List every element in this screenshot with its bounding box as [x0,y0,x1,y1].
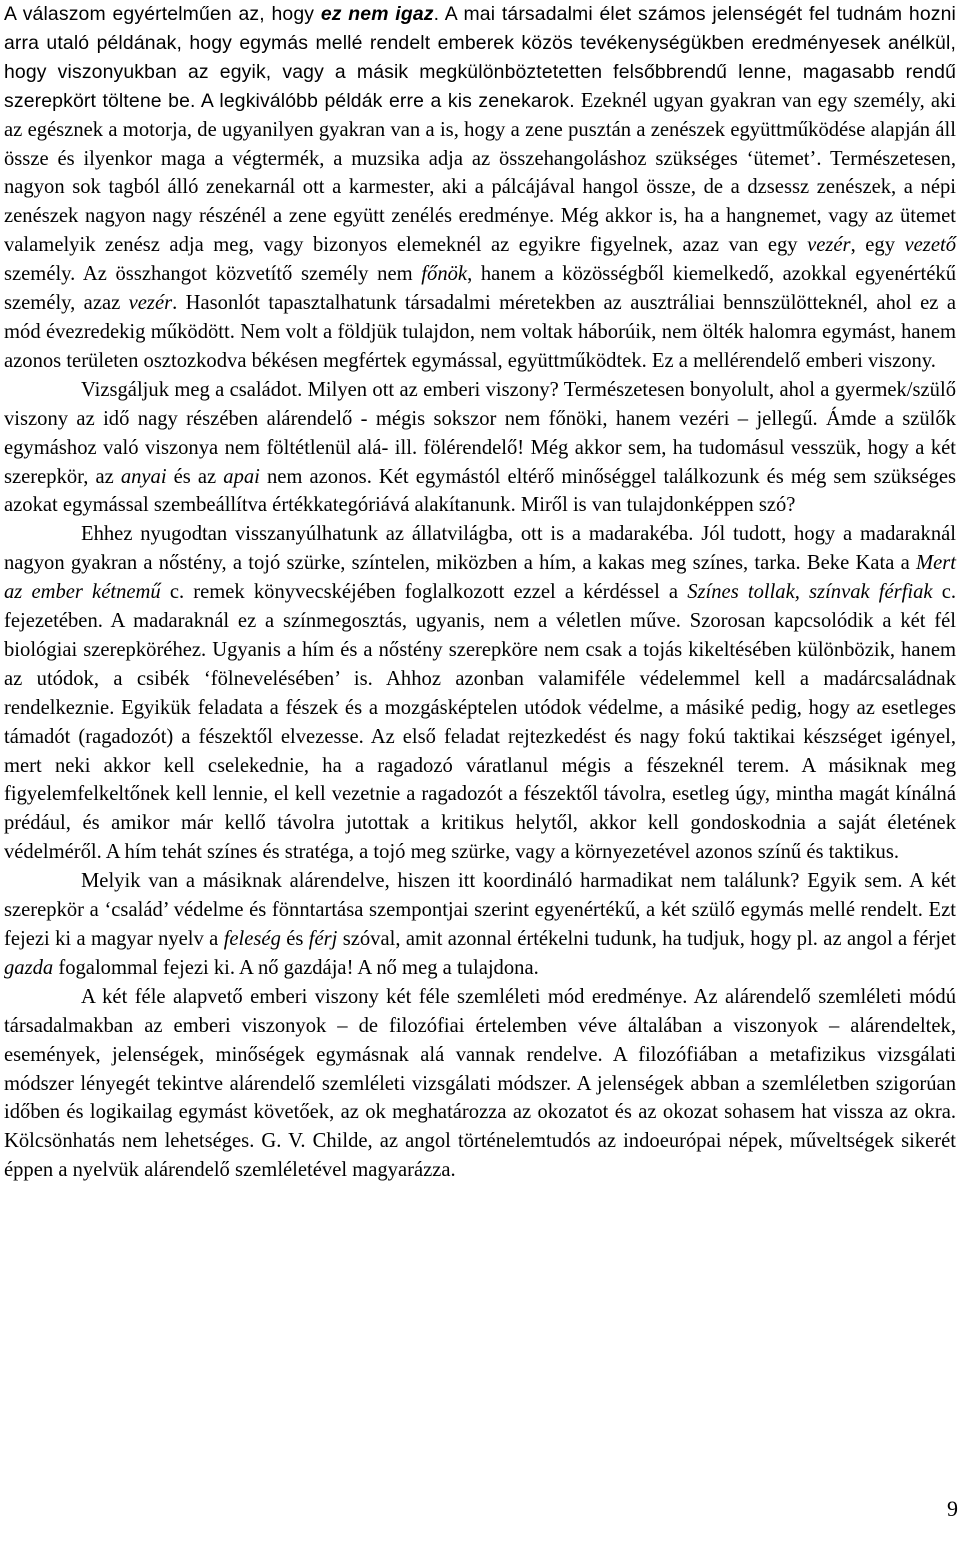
body-text: A válaszom egyértelműen az, hogy [4,3,321,25]
body-text: Ezeknél ugyan gyakran van egy személy, aki az egésznek a motorja, de ugyanilyen gyakran van a is, hogy a zene pusztán a zenészek együttműködése alapján áll össze és ilyenkor maga a végtermék, a muzsika adja az összehangoláshoz szükséges ‘ütemet’. Természetesen, nagyon sok tagból álló zenekarnál ott a karmester, aki a pálcájával hangol össze, de a dzsessz zenészek, a népi zenészek nagyon nagy részénél a zene együtt zenélés eredménye. Még akkor is, ha a hangnemet, vagy az ütemet valamelyik zenész adja meg, vagy bizonyos elemeknél az egyikre figyelnek, azaz van egy [4,89,956,257]
body-text: c. fejezetében. A madaraknál ez a színmegosztás, ugyanis, nem a véletlen műve. Szorosan kapcsolódik a két fél biológiai szerepköréhez. Ugyanis a hím és a nőstény szerepköre nem csak a tojás kikeltésében különbözik, hanem az utódok, a csibék ‘fölnevelésében’ is. Ahhoz azonban valamiféle védelemmel kell a madárcsaládnak rendelkeznie. Egyikük feladata a fészek és a mozgásképtelen utódok védelme, a másiké pedig, hogy az esetleges támadót (ragadozót) a fészektől elvezesse. Az első feladat rejtezkedést és nagy fokú taktikai készséget igényel, mert neki akkor kell cselekednie, ha a ragadozó váratlanul mégis a fészeknél terem. A másiknak meg figyelemfelkeltőnek kell lennie, el kell vezetnie a ragadozót a fészektől távolra, esetleg úgy, mintha magát kínálná prédául, és amikor már kellő távolra jutottak a kritikus helytől, akkor kell gondoskodnia a saját életének védelméről. A hím tehát színes és stratéga, a tojó meg szürke, vagy a környezetével azonos színű és taktikus. [4,581,956,864]
paragraph [4,520,956,867]
paragraph [4,867,956,983]
page-number: 9 [947,1496,958,1521]
italic-text: vezető [904,234,956,257]
body-text: nem azonos. Két egymástól eltérő minőséggel találkozunk és még sem szükséges azokat egymással szembeállítva értékkategóriává alakítanunk. Miről is van tulajdonképpen szó? [4,465,956,517]
body-text: . Hasonlót tapasztalhatunk társadalmi méretekben az ausztráliai bennszülötteknél, ahol ez a mód évezredekig működött. Nem volt a földjük tulajdon, nem voltak háborúik, nem ölték halomra egymást, hanem azonos területen osztozkodva békésen megfértek egymással, együttműködtek. Ez a mellérendelő emberi viszony. [4,292,956,372]
italic-text: vezér [807,234,851,257]
body-text: . A mai társadalmi élet számos jelenségét fel tudnám hozni arra utaló példának, hogy egymás mellé rendelt emberek közös tevékenységükben eredményesek anélkül, hogy viszonyukban az egyik, vagy a másik megkülönböztetetten felsőbbrendű lenne, magasabb rendű szerepkört töltene be. A legkiválóbb példák erre a kis zenekarok. [4,3,956,112]
paragraph [4,0,956,376]
body-text: , hanem a közösségből kiemelkedő, azokkal egyenértékű személy, azaz [4,263,956,315]
italic-text: vezér [128,292,173,315]
body-text: szóval, amit azonnal értékelni tudunk, ha tudjuk, hogy pl. az angol a férjet [337,928,956,950]
body-text: , egy [850,234,905,257]
italic-text: Színes tollak, színvak férfiak [687,581,933,604]
body-text: és [280,928,309,950]
body-text: c. remek könyvecskéjében foglalkozott ezzel a kérdéssel a [160,581,688,604]
italic-text: főnök [421,263,468,286]
body-text: A két féle alapvető emberi viszony két féle szemléleti mód eredménye. Az alárendelő szemléleti módú társadalmakban az emberi viszonyok – de filozófiai értelemben véve általában a viszonyok – alárendeltek, események, jelenségek, minőségek egymásnak alá vannak rendelve. A filozófiában a metafizikus vizsgálati módszer lényegét tekintve alárendelő szemléleti vizsgálati módszer. A jelenségek abban a szemléletben szigorúan időben és logikailag egymást követőek, az ok meghatározza az okozatot és az okozat sohasem hat vissza az okra. Kölcsönhatás nem lehetséges. G. V. Childe, az angol történelemtudós az indoeurópai népek, műveltségek sikerét éppen a nyelvük alárendelő szemléletével magyarázza. [4,985,956,1182]
paragraph [4,983,956,1185]
paragraph [4,376,956,521]
body-text: fogalommal fejezi ki. A nő gazdája! A nő meg a tulajdona. [53,956,539,979]
document-page [4,0,956,1185]
body-text: személy. Az összhangot közvetítő személy nem [4,263,422,286]
emphasis-text: ez nem igaz [320,3,434,25]
body-text: Ehhez nyugodtan visszanyúlhatunk az állatvilágba, ott is a madarakéba. Jól tudott, hogy a madaraknál nagyon gyakran a nőstény, a tojó szürke, színtelen, miközben a hím, a kakas meg színes, tarka. Beke Kata a [4,523,956,575]
body-text: és az [166,465,224,488]
italic-text: feleség [223,928,281,950]
body-text: Vizsgáljuk meg a családot. Milyen ott az emberi viszony? Természetesen bonyolult, ahol a gyermek/szülő viszony az idő nagy részében alárendelő - mégis sokszor nem főnöki, hanem vezéri – jellegű. Ámde a szülők egymáshoz való viszonya nem föltétlenül alá- ill. fölérendelő! Még akkor sem, ha tudomásul vesszük, hogy a két szerepkör, az [4,378,956,488]
italic-text: Mert az ember kétnemű [4,552,956,604]
italic-text: gazda [4,956,54,979]
italic-text: anyai [120,465,167,488]
italic-text: férj [308,928,338,950]
italic-text: apai [223,465,260,488]
body-text: Melyik van a másiknak alárendelve, hiszen itt koordináló harmadikat nem találunk? Egyik sem. A két szerepkör a ‘család’ védelme és fönntartása szempontjai szerint egyenértékű, a két szülő egymás mellé rendelt. Ezt fejezi ki a magyar nyelv a [4,870,956,950]
